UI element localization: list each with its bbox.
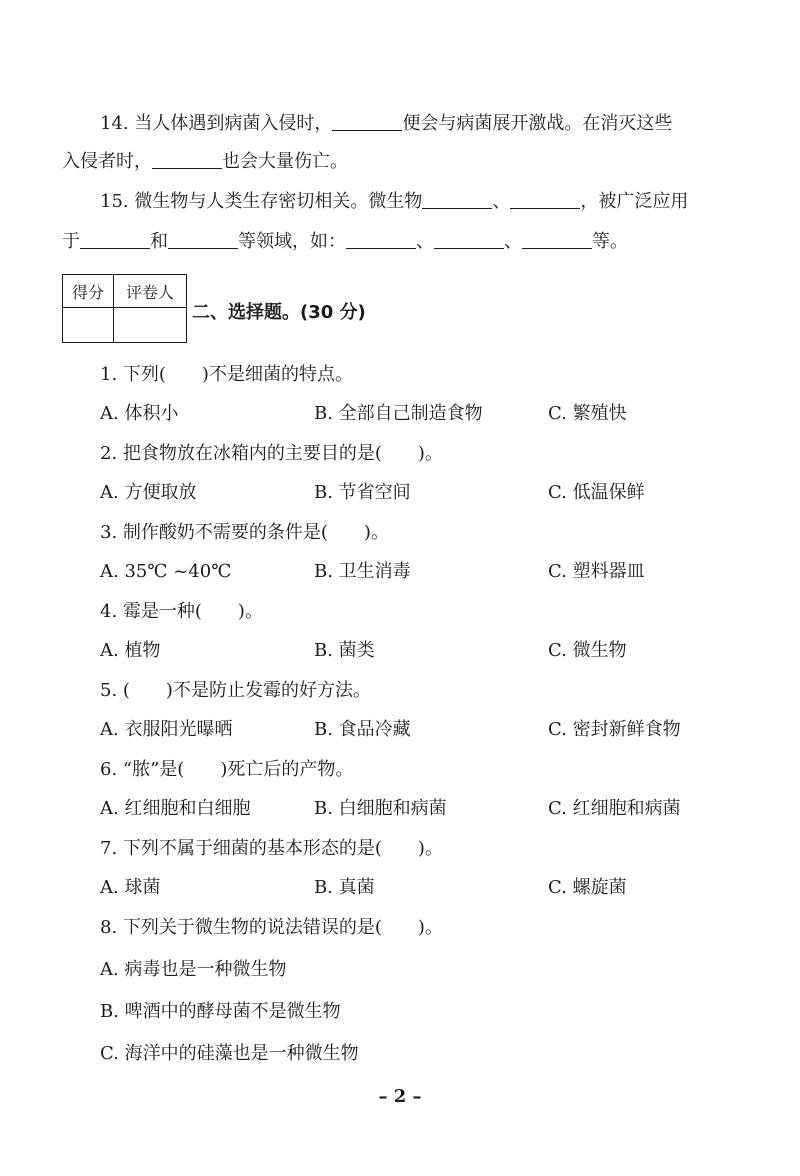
- answer-blank[interactable]: [346, 230, 416, 249]
- question-stem: 4. 霉是一种( )。: [100, 601, 263, 622]
- option-c[interactable]: C. 繁殖快: [548, 403, 627, 424]
- question-stem: 5. ( )不是防止发霉的好方法。: [100, 680, 371, 701]
- option-c[interactable]: C. 红细胞和病菌: [548, 798, 681, 819]
- option-a[interactable]: A. 体积小: [100, 403, 179, 424]
- section-title: 二、选择题。(30 分): [192, 302, 366, 323]
- answer-blank[interactable]: [434, 230, 504, 249]
- option-b[interactable]: B. 真菌: [314, 877, 375, 898]
- option-c[interactable]: C. 塑料器皿: [548, 561, 645, 582]
- question-stem: 1. 下列( )不是细菌的特点。: [100, 364, 353, 385]
- q14-line-1: 14. 当人体遇到病菌入侵时， 便会与病菌展开激战。在消灭这些: [100, 113, 673, 134]
- question-stem: 3. 制作酸奶不需要的条件是( )。: [100, 522, 389, 543]
- option-c[interactable]: C. 密封新鲜食物: [548, 719, 681, 740]
- option-b[interactable]: B. 全部自己制造食物: [314, 403, 483, 424]
- option-c[interactable]: C. 微生物: [548, 640, 627, 661]
- option-a[interactable]: A. 红细胞和白细胞: [100, 798, 251, 819]
- option-a[interactable]: A. 球菌: [100, 877, 161, 898]
- q14-line-2: 入侵者时， 也会大量伤亡。: [62, 151, 348, 172]
- option-c[interactable]: C. 螺旋菌: [548, 877, 627, 898]
- question-8-stem: 8. 下列关于微生物的说法错误的是( )。: [100, 917, 443, 938]
- question-8-option-b[interactable]: B. 啤酒中的酵母菌不是微生物: [100, 1001, 341, 1022]
- option-b[interactable]: B. 卫生消毒: [314, 561, 411, 582]
- answer-blank[interactable]: [152, 150, 222, 169]
- q15-line-2: 于 和 等领域，如： 、 、 等。: [62, 231, 628, 252]
- option-b[interactable]: B. 食品冷藏: [314, 719, 411, 740]
- score-box: [62, 274, 187, 343]
- grader-cell[interactable]: [114, 308, 187, 343]
- answer-blank[interactable]: [168, 230, 238, 249]
- q15-line-1: 15. 微生物与人类生存密切相关。微生物 、 ，被广泛应用: [100, 191, 689, 212]
- question-8-option-c[interactable]: C. 海洋中的硅藻也是一种微生物: [100, 1043, 359, 1064]
- option-a[interactable]: A. 方便取放: [100, 482, 197, 503]
- answer-blank[interactable]: [332, 112, 402, 131]
- answer-blank[interactable]: [80, 230, 150, 249]
- question-stem: 7. 下列不属于细菌的基本形态的是( )。: [100, 838, 443, 859]
- option-b[interactable]: B. 白细胞和病菌: [314, 798, 447, 819]
- score-label: 得分: [63, 275, 114, 308]
- question-8-option-a[interactable]: A. 病毒也是一种微生物: [100, 959, 287, 980]
- question-stem: 2. 把食物放在冰箱内的主要目的是( )。: [100, 443, 443, 464]
- option-a[interactable]: A. 衣服阳光曝晒: [100, 719, 233, 740]
- answer-blank[interactable]: [510, 190, 580, 209]
- option-c[interactable]: C. 低温保鲜: [548, 482, 645, 503]
- option-a[interactable]: A. 植物: [100, 640, 161, 661]
- grader-label: 评卷人: [114, 275, 187, 308]
- question-stem: 6. “脓”是( )死亡后的产物。: [100, 759, 354, 780]
- option-b[interactable]: B. 节省空间: [314, 482, 411, 503]
- score-cell[interactable]: [63, 308, 114, 343]
- page-number: – 2 –: [378, 1086, 422, 1107]
- answer-blank[interactable]: [422, 190, 492, 209]
- option-a[interactable]: A. 35℃ ~40℃: [100, 561, 232, 582]
- answer-blank[interactable]: [522, 230, 592, 249]
- option-b[interactable]: B. 菌类: [314, 640, 375, 661]
